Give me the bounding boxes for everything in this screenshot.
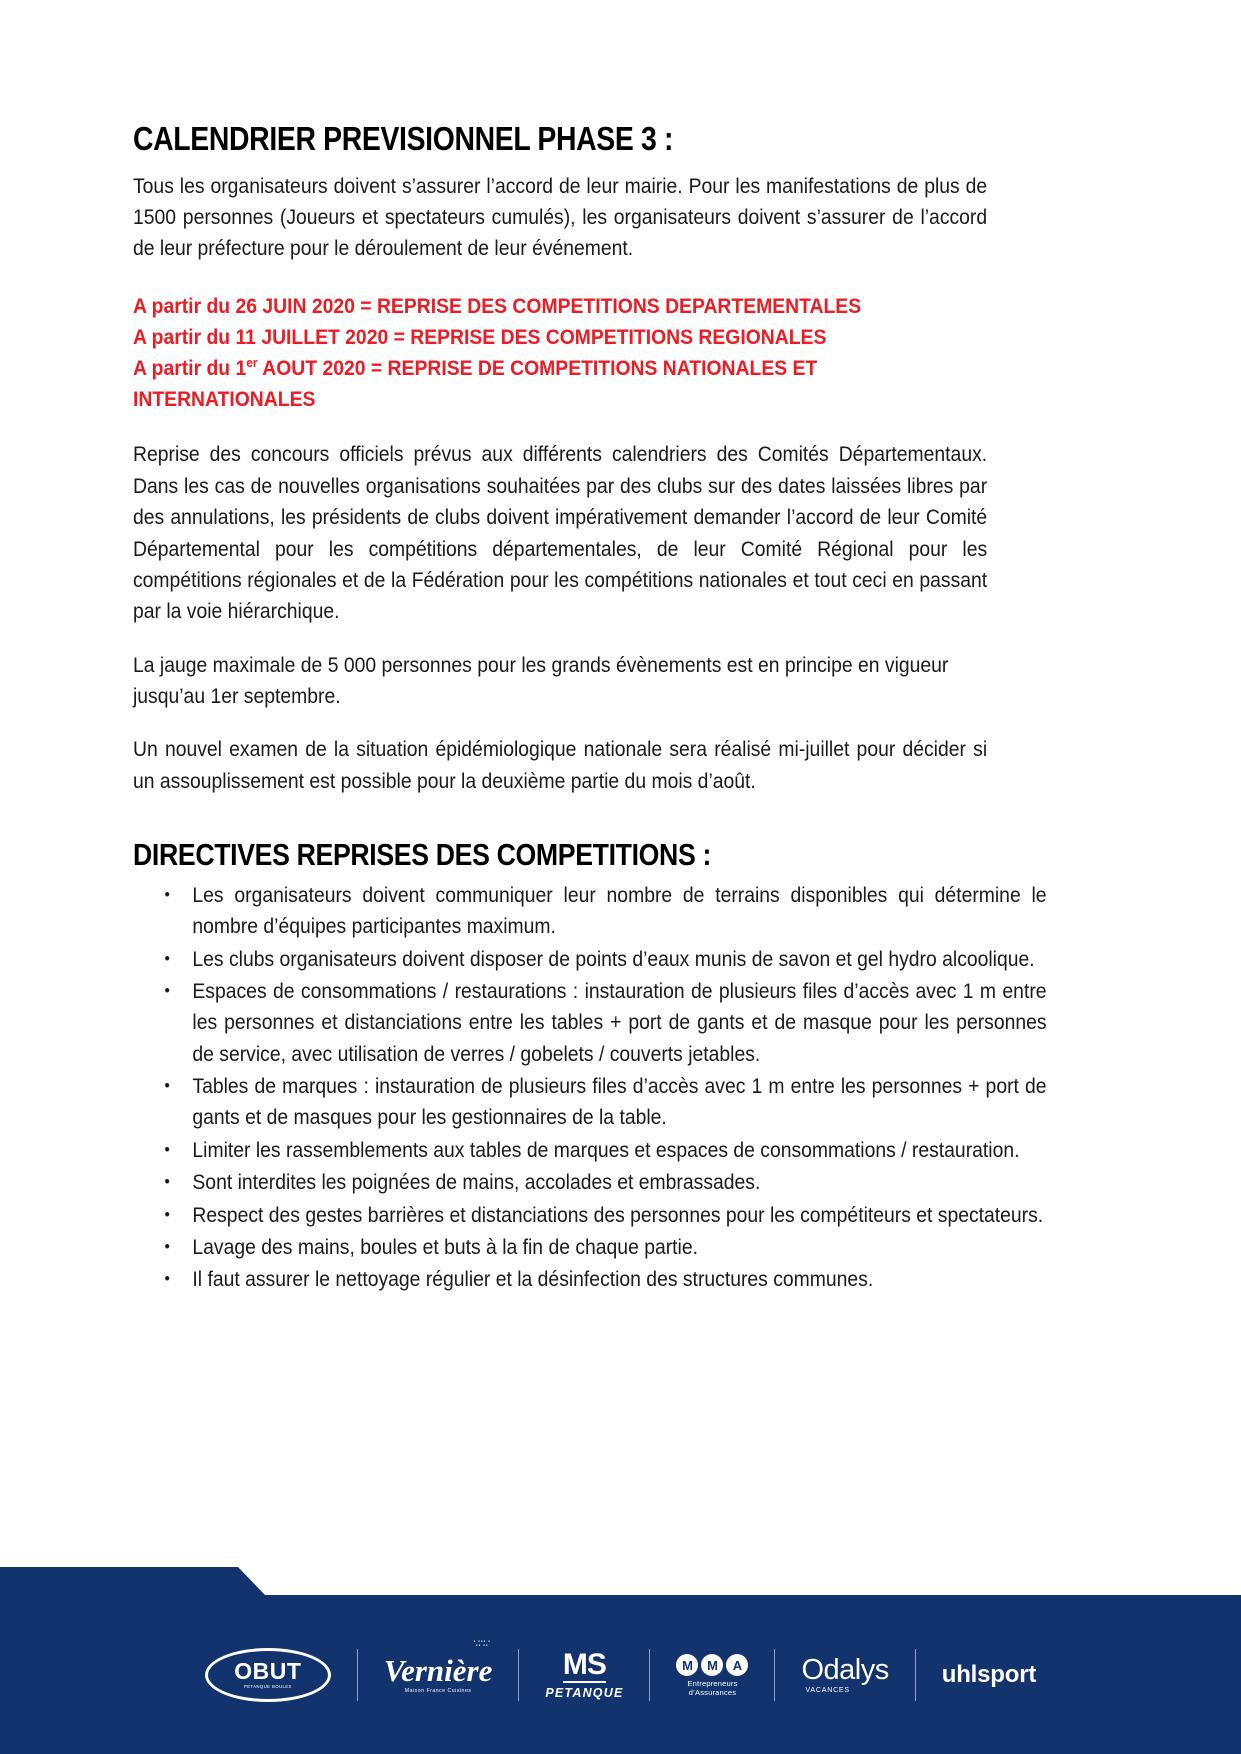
list-item: • Respect des gestes barrières et distanciations des personnes pour les compétiteurs et spectateurs. bbox=[133, 1200, 1047, 1231]
list-item: • Sont interdites les poignées de mains, accolades et embrassades. bbox=[133, 1167, 1047, 1198]
mma-circles-icon bbox=[676, 1654, 748, 1676]
mma-letter: M bbox=[676, 1654, 698, 1676]
obut-label: OBUT bbox=[234, 1658, 302, 1685]
sparkle-icon: ∵∴∵ bbox=[473, 1638, 489, 1651]
body-paragraph-4: Un nouvel examen de la situation épidémiologique nationale sera réalisé mi-juillet pour décider si un assouplissement est possible pour la deuxième partie du mois d’août. bbox=[133, 737, 988, 793]
logo-divider bbox=[774, 1649, 775, 1701]
red-date-line-3 bbox=[133, 353, 987, 415]
obut-oval-icon bbox=[205, 1648, 331, 1702]
odalys-label: Odalys bbox=[801, 1654, 889, 1686]
list-item: • Espaces de consommations / restaurations : instauration de plusieurs files d’accès avec 1 m entre les personnes et distanciations entre les tables + port de gants et de masque pour les personnes de service, avec utilisation de verres / gobelets / couverts jetables. bbox=[133, 976, 1047, 1070]
logo-divider bbox=[915, 1649, 916, 1701]
odalys-tagline: VACANCES bbox=[805, 1687, 850, 1694]
sponsor-footer-banner bbox=[0, 1595, 1241, 1754]
sponsor-logo-obut bbox=[205, 1635, 331, 1715]
directives-list bbox=[133, 880, 1047, 1296]
mma-letter: M bbox=[701, 1654, 723, 1676]
red-dates-block bbox=[133, 291, 987, 416]
mma-tagline-line2: d’Assurances bbox=[688, 1687, 737, 1697]
sponsor-logo-verniere bbox=[384, 1635, 493, 1715]
uhlsport-label: uhlsport bbox=[941, 1661, 1037, 1688]
sponsor-logo-uhlsport bbox=[942, 1635, 1036, 1715]
red-date-line-3-ordinal: er bbox=[246, 354, 258, 370]
mma-letter: A bbox=[726, 1654, 748, 1676]
red-date-line-3-suffix: AOUT 2020 = REPRISE DE COMPETITIONS NATIONALES ET INTERNATIONALES bbox=[133, 356, 818, 412]
sponsor-logo-row bbox=[0, 1635, 1241, 1715]
odalys-mark bbox=[801, 1656, 888, 1694]
red-date-line-3-prefix: A partir du 1 bbox=[133, 356, 247, 381]
ms-tagline: PETANQUE bbox=[545, 1686, 624, 1701]
red-date-line-1: A partir du 26 JUIN 2020 = REPRISE DES COMPETITIONS DEPARTEMENTALES bbox=[133, 293, 862, 318]
sponsor-logo-ms-petanque bbox=[545, 1635, 623, 1715]
sponsor-logo-odalys bbox=[801, 1635, 888, 1715]
obut-tagline: PETANQUE BOULES bbox=[243, 1684, 292, 1690]
ms-petanque-mark bbox=[545, 1650, 623, 1700]
body-paragraph-2: Reprise des concours officiels prévus aux différents calendriers des Comités Départementaux. Dans les cas de nouvelles organisations souhaitées par des clubs sur des dates laissées libres par des annulations, les présidents de clubs doivent impérativement demander l’accord de leur Comité Départemental pour les compétitions départementales, de leur Comité Régional pour les compétitions régionales et de la Fédération pour les compétitions nationales et tout ceci en passant par la voie hiérarchique. bbox=[133, 442, 988, 624]
logo-divider bbox=[518, 1649, 519, 1701]
mma-tagline-line1: Entrepreneurs bbox=[687, 1679, 738, 1688]
list-item: • Les organisateurs doivent communiquer leur nombre de terrains disponibles qui détermine le nombre d’équipes participantes maximum. bbox=[133, 880, 1047, 943]
page-title: CALENDRIER PREVISIONNEL PHASE 3 : bbox=[133, 120, 674, 157]
body-paragraph-3: La jauge maximale de 5 000 personnes pour les grands évènements est en principe en vigueur jusqu’au 1er septembre. bbox=[133, 652, 949, 709]
document-content bbox=[133, 120, 1047, 1297]
logo-divider bbox=[649, 1649, 650, 1701]
verniere-label: Vernière bbox=[383, 1653, 493, 1689]
mma-mark bbox=[676, 1654, 748, 1696]
sponsor-logo-mma bbox=[676, 1635, 748, 1715]
intro-paragraph: Tous les organisateurs doivent s’assurer l’accord de leur mairie. Pour les manifestations de plus de 1500 personnes (Joueurs et spectateurs cumulés), les organisateurs doivent s’assurer de l’accord de leur préfecture pour le déroulement de leur événement. bbox=[133, 173, 988, 261]
list-item: • Tables de marques : instauration de plusieurs files d’accès avec 1 m entre les personnes + port de gants et de masques pour les gestionnaires de la table. bbox=[133, 1071, 1047, 1134]
list-item: • Lavage des mains, boules et buts à la fin de chaque partie. bbox=[133, 1232, 1047, 1263]
list-item: • Limiter les rassemblements aux tables de marques et espaces de consommations / restauration. bbox=[133, 1135, 1047, 1166]
ms-label: MS bbox=[562, 1648, 606, 1682]
footer-notch-shape bbox=[0, 1567, 238, 1596]
verniere-tagline: Maison France Cuisines bbox=[404, 1688, 472, 1695]
list-item: • Il faut assurer le nettoyage régulier et la désinfection des structures communes. bbox=[133, 1264, 1047, 1295]
list-item: • Les clubs organisateurs doivent disposer de points d’eaux munis de savon et gel hydro alcoolique. bbox=[133, 944, 1047, 975]
logo-divider bbox=[357, 1649, 358, 1701]
section-title-directives: DIRECTIVES REPRISES DES COMPETITIONS : bbox=[133, 837, 711, 873]
red-date-line-2: A partir du 11 JUILLET 2020 = REPRISE DES COMPETITIONS REGIONALES bbox=[133, 324, 827, 349]
verniere-mark bbox=[383, 1638, 493, 1695]
